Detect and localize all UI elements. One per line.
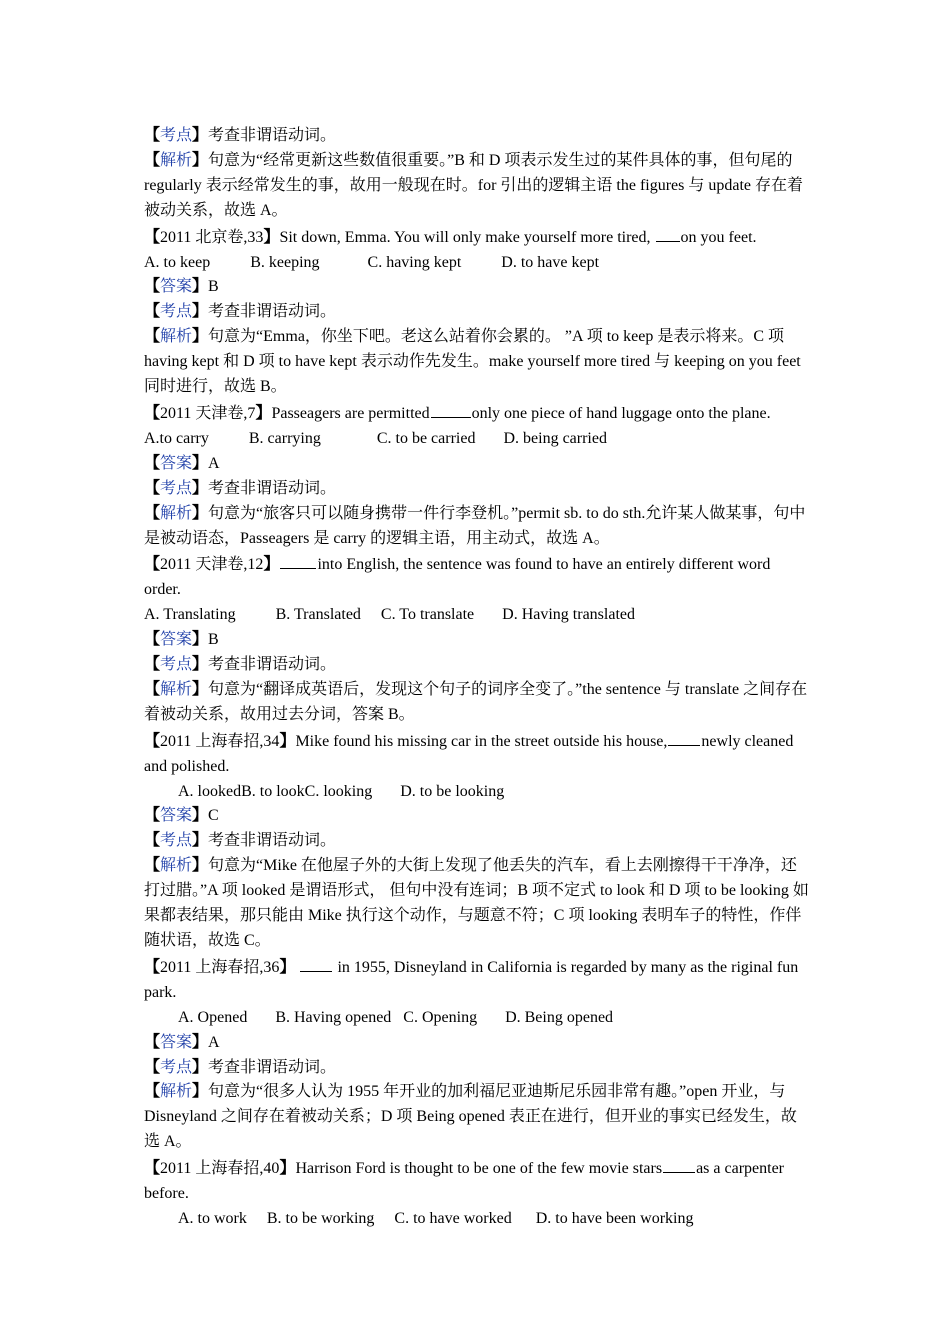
left-bracket: 【: [144, 631, 161, 649]
question-source-tag-text: 2011 上海春招,40: [160, 1160, 280, 1178]
right-bracket: 】: [192, 127, 209, 144]
left-bracket: 【: [144, 958, 161, 976]
answer-line: [144, 452, 810, 477]
label-text: 考查非谓语动词。: [208, 127, 337, 144]
answer-options: A.to carry B. carrying C. to be carried D. being carried: [144, 429, 607, 447]
question-source-tag: [144, 229, 279, 246]
topic-line: [144, 477, 810, 502]
right-bracket: 】: [192, 454, 209, 472]
left-bracket: 【: [144, 328, 161, 346]
answer-blank: [668, 728, 700, 746]
answer-options: A. to work B. to be working C. to have worked D. to have been working: [178, 1209, 694, 1227]
right-bracket: 】: [192, 1083, 209, 1101]
question-source-tag-text: 2011 天津卷,7: [160, 404, 256, 422]
label-text: 句意为“Mike 在他屋子外的大街上发现了他丢失的汽车，看上去刚擦得干干净净，还打过腊。”A 项 looked 是谓语形式， 但句中没有连词；B 项不定式 to look 和 D 项 to be looking 如果都表结果，那只能由 Mike 执行这个动作，与题意不符；C 项 looking 表明车子的特性，作伴随状语，故选 C。: [144, 857, 809, 949]
question-stem-after: on you feet.: [680, 228, 757, 246]
label-tag: [144, 152, 208, 169]
right-bracket: 】: [192, 1058, 209, 1076]
answer-line: [144, 1031, 810, 1056]
label-tag: [144, 631, 208, 648]
right-bracket: 】: [192, 656, 209, 674]
label-text: A: [208, 1033, 220, 1051]
left-bracket: 【: [144, 1033, 161, 1051]
label-tag: [144, 303, 208, 320]
question-stem-before: Mike found his missing car in the street outside his house,: [295, 732, 668, 750]
answer-blank: [280, 551, 316, 569]
answer-blank: [300, 954, 332, 972]
left-bracket: 【: [144, 556, 161, 574]
left-bracket: 【: [144, 479, 161, 497]
label-tag-text: 考点: [160, 303, 193, 321]
label-tag: [144, 127, 208, 144]
question-stem-after: into English, the sentence was found to have an entirely different word order.: [144, 556, 771, 599]
question-source-tag-text: 2011 天津卷,12: [160, 556, 264, 574]
label-text: B: [208, 278, 219, 296]
topic-line: [144, 653, 810, 678]
label-tag-text: 解析: [160, 857, 193, 875]
left-bracket: 【: [144, 303, 161, 321]
question-item: [144, 1155, 810, 1207]
label-tag-text: 考点: [160, 832, 193, 850]
left-bracket: 【: [144, 656, 161, 674]
right-bracket: 】: [255, 404, 272, 422]
right-bracket: 】: [192, 1033, 209, 1051]
label-text: C: [208, 807, 219, 825]
label-text: 句意为“翻译成英语后，发现这个句子的词序全变了。”the sentence 与 translate 之间存在着被动关系，故用过去分词，答案 B。: [144, 680, 808, 723]
left-bracket: 【: [144, 1058, 161, 1076]
analysis-paragraph: [144, 854, 810, 954]
question-source-tag: [144, 733, 295, 750]
right-bracket: 】: [263, 228, 280, 246]
left-bracket: 【: [144, 832, 161, 850]
question-source-tag: [144, 959, 295, 976]
answer-options: A. to keep B. keeping C. having kept D. to have kept: [144, 253, 600, 271]
topic-line: [144, 124, 810, 149]
analysis-paragraph: [144, 1080, 810, 1155]
label-tag: [144, 505, 208, 522]
label-tag-text: 解析: [160, 1083, 193, 1101]
label-text: A: [208, 454, 220, 472]
label-tag: [144, 480, 208, 497]
left-bracket: 【: [144, 151, 161, 169]
question-source-tag-text: 2011 北京卷,33: [160, 228, 264, 246]
left-bracket: 【: [144, 1083, 161, 1101]
label-text: B: [208, 631, 219, 649]
left-bracket: 【: [144, 857, 161, 875]
question-stem-before: Sit down, Emma. You will only make yourself more tired,: [279, 228, 655, 246]
analysis-paragraph: [144, 325, 810, 400]
question-source-tag: [144, 556, 279, 573]
left-bracket: 【: [144, 278, 161, 296]
right-bracket: 】: [192, 328, 209, 346]
label-tag-text: 考点: [160, 127, 193, 144]
analysis-paragraph: [144, 149, 810, 224]
label-tag-text: 答案: [160, 454, 193, 472]
left-bracket: 【: [144, 404, 161, 422]
right-bracket: 】: [192, 857, 209, 875]
answer-options: A. Opened B. Having opened C. Opening D. Being opened: [178, 1008, 614, 1026]
label-tag-text: 考点: [160, 479, 193, 497]
topic-line: [144, 300, 810, 325]
question-stem-before: Harrison Ford is thought to be one of the few movie stars: [295, 1160, 663, 1178]
answer-line: [144, 804, 810, 829]
right-bracket: 】: [192, 151, 209, 169]
question-source-tag: [144, 405, 271, 422]
right-bracket: 】: [279, 732, 296, 750]
analysis-paragraph: [144, 502, 810, 552]
label-text: 句意为“Emma，你坐下吧。老这么站着你会累的。 ”A 项 to keep 是表示将来。C 项 having kept 和 D 项 to have kept 表示动作先发生。make yourself more tired 与 keeping on you feet 同时进行，故选 B。: [144, 328, 801, 396]
right-bracket: 】: [192, 504, 209, 522]
label-tag-text: 答案: [160, 807, 193, 825]
answer-options: A. lookedB. to lookC. looking D. to be looking: [178, 782, 505, 800]
label-tag-text: 答案: [160, 631, 193, 649]
label-tag: [144, 681, 208, 698]
label-tag: [144, 1059, 208, 1076]
label-tag-text: 解析: [160, 328, 193, 346]
topic-line: [144, 829, 810, 854]
label-text: 考查非谓语动词。: [208, 479, 337, 497]
label-tag-text: 解析: [160, 151, 193, 169]
analysis-paragraph: [144, 678, 810, 728]
right-bracket: 】: [192, 807, 209, 825]
answer-line: [144, 628, 810, 653]
label-text: 句意为“很多人认为 1955 年开业的加利福尼亚迪斯尼乐园非常有趣。”open 开业，与 Disneyland 之间存在着被动关系；D 项 Being opened 表正在进行，但开业的事实已经发生，故选 A。: [144, 1083, 797, 1151]
label-text: 句意为“旅客只可以随身携带一件行李登机。”permit sb. to do sth.允许某人做某事，句中是被动语态，Passeagers 是 carry 的逻辑主语，用主动式，故选 A。: [144, 504, 806, 547]
label-tag: [144, 1034, 208, 1051]
label-tag: [144, 807, 208, 824]
right-bracket: 】: [263, 556, 280, 574]
left-bracket: 【: [144, 732, 161, 750]
label-tag-text: 考点: [160, 1058, 193, 1076]
label-tag: [144, 1083, 208, 1100]
label-tag: [144, 832, 208, 849]
question-stem-after: in 1955, Disneyland in California is regarded by many as the riginal fun park.: [144, 958, 799, 1001]
question-stem-before: Passeagers are permitted: [271, 404, 430, 422]
left-bracket: 【: [144, 807, 161, 825]
question-item: [144, 728, 810, 780]
label-tag: [144, 328, 208, 345]
label-tag: [144, 857, 208, 874]
left-bracket: 【: [144, 127, 161, 144]
question-source-tag-text: 2011 上海春招,34: [160, 732, 280, 750]
question-stem-after: newly cleaned and polished.: [144, 732, 794, 775]
question-item: [144, 224, 810, 251]
question-stem-before: [295, 959, 299, 976]
right-bracket: 】: [192, 832, 209, 850]
question-source-tag: [144, 1160, 295, 1177]
label-tag: [144, 455, 208, 472]
right-bracket: 】: [192, 680, 209, 698]
left-bracket: 【: [144, 680, 161, 698]
topic-line: [144, 1056, 810, 1081]
right-bracket: 】: [279, 1160, 296, 1178]
question-source-tag-text: 2011 上海春招,36: [160, 958, 280, 976]
left-bracket: 【: [144, 504, 161, 522]
right-bracket: 】: [192, 479, 209, 497]
label-tag-text: 答案: [160, 278, 193, 296]
label-tag: [144, 278, 208, 295]
question-stem-after: only one piece of hand luggage onto the plane.: [471, 404, 771, 422]
answer-blank: [656, 224, 680, 242]
left-bracket: 【: [144, 228, 161, 246]
left-bracket: 【: [144, 1160, 161, 1178]
label-tag-text: 解析: [160, 504, 193, 522]
label-text: 考查非谓语动词。: [208, 1058, 337, 1076]
right-bracket: 】: [279, 958, 296, 976]
label-text: 考查非谓语动词。: [208, 656, 337, 674]
right-bracket: 】: [192, 303, 209, 321]
question-item: [144, 551, 810, 603]
answer-line: [144, 275, 810, 300]
answer-blank: [663, 1155, 695, 1173]
question-item: [144, 954, 810, 1006]
label-text: 句意为“经常更新这些数值很重要。”B 和 D 项表示发生过的某件具体的事，但句尾的 regularly 表示经常发生的事，故用一般现在时。for 引出的逻辑主语 the figures 与 update 存在着被动关系，故选 A。: [144, 151, 804, 219]
answer-blank: [431, 400, 471, 418]
right-bracket: 】: [192, 278, 209, 296]
left-bracket: 【: [144, 454, 161, 472]
label-text: 考查非谓语动词。: [208, 303, 337, 321]
label-tag: [144, 656, 208, 673]
document-body: [144, 124, 810, 1232]
label-tag-text: 考点: [160, 656, 193, 674]
label-tag-text: 解析: [160, 680, 193, 698]
label-tag-text: 答案: [160, 1033, 193, 1051]
right-bracket: 】: [192, 631, 209, 649]
question-item: [144, 400, 810, 427]
label-text: 考查非谓语动词。: [208, 832, 337, 850]
answer-options: A. Translating B. Translated C. To translate D. Having translated: [144, 606, 635, 624]
question-stem-after: as a carpenter before.: [144, 1160, 784, 1203]
